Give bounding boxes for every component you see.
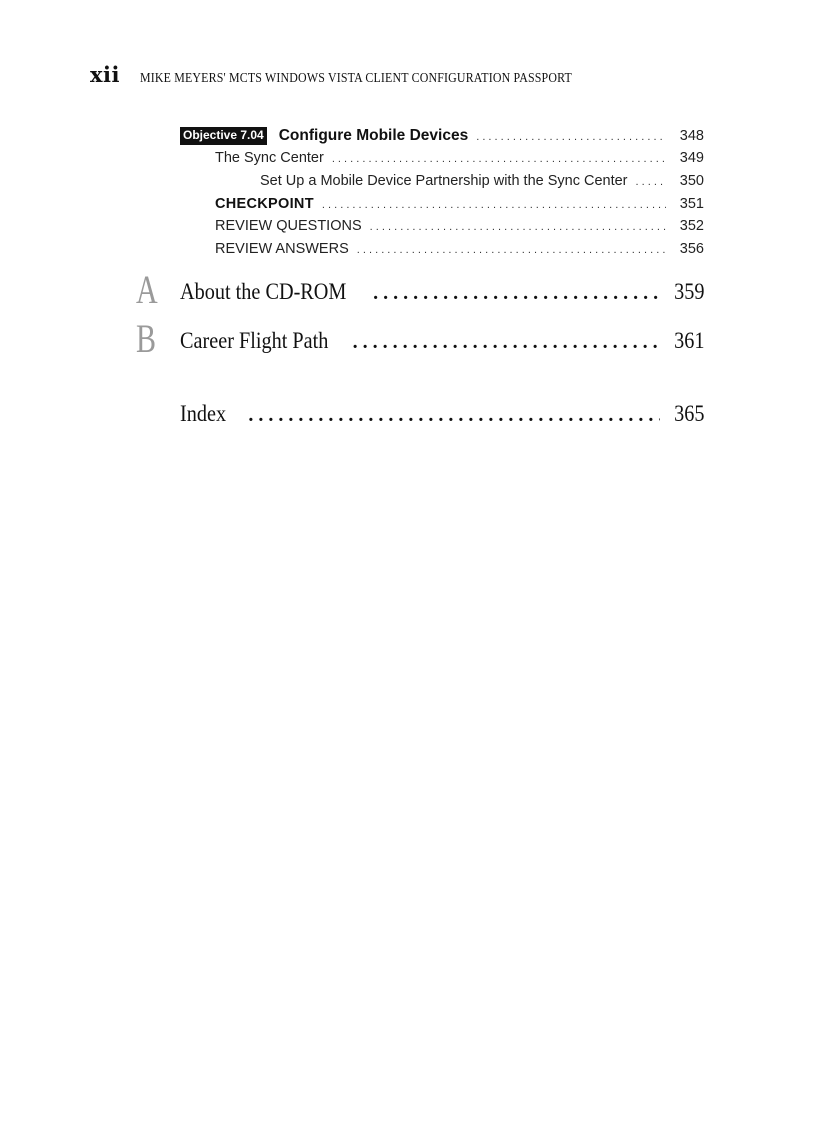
appendix-letter-b: B <box>136 316 157 361</box>
toc-page-number: 350 <box>679 173 704 189</box>
toc-page-number: 348 <box>679 128 704 144</box>
running-header <box>90 62 648 87</box>
toc-page-number: 352 <box>679 218 704 234</box>
toc-entry-checkpoint <box>215 196 704 216</box>
toc-entry-label: REVIEW QUESTIONS <box>215 218 362 234</box>
dot-leader <box>476 131 666 143</box>
appendix-title: About the CD-ROM <box>180 279 347 304</box>
toc-entry-review-questions <box>215 218 704 238</box>
toc-objective-row <box>180 127 704 147</box>
objective-heading <box>180 127 468 146</box>
index-page-number: 365 <box>673 401 704 426</box>
toc-page-number: 349 <box>679 150 704 166</box>
dot-leader <box>322 199 666 211</box>
book-title: MIKE MEYERS' MCTS WINDOWS VISTA CLIENT CONFIGURATION PASSPORT <box>139 71 572 86</box>
dot-leader <box>370 221 666 233</box>
toc-entry-label: The Sync Center <box>215 150 324 166</box>
objective-badge: Objective 7.04 <box>180 127 267 145</box>
appendix-page-number: 359 <box>673 279 704 304</box>
dot-leader <box>373 282 659 305</box>
toc-page-number: 356 <box>679 241 704 257</box>
dot-leader <box>357 244 666 256</box>
dot-leader <box>636 176 666 188</box>
appendix-title: Career Flight Path <box>180 328 329 353</box>
dot-leader <box>332 153 666 165</box>
toc-entry-partnership <box>260 173 704 193</box>
toc-entry-label: CHECKPOINT <box>215 196 314 212</box>
appendix-letter-a: A <box>136 267 158 312</box>
appendix-page-number: 361 <box>673 328 704 353</box>
dot-leader <box>248 404 659 427</box>
toc-entry-sync-center <box>215 150 704 170</box>
index-title: Index <box>180 401 227 426</box>
dot-leader <box>353 331 660 354</box>
toc-entry-label: REVIEW ANSWERS <box>215 241 349 257</box>
objective-title: Configure Mobile Devices <box>278 127 469 144</box>
toc-page-number: 351 <box>679 196 704 212</box>
toc-entry-label: Set Up a Mobile Device Partnership with the Sync Center <box>260 173 628 189</box>
toc-entry-review-answers <box>215 241 704 261</box>
toc-appendix-a <box>180 279 704 305</box>
toc-appendix-b <box>180 328 704 354</box>
page-number: xii <box>90 62 120 87</box>
toc-index <box>180 401 704 427</box>
